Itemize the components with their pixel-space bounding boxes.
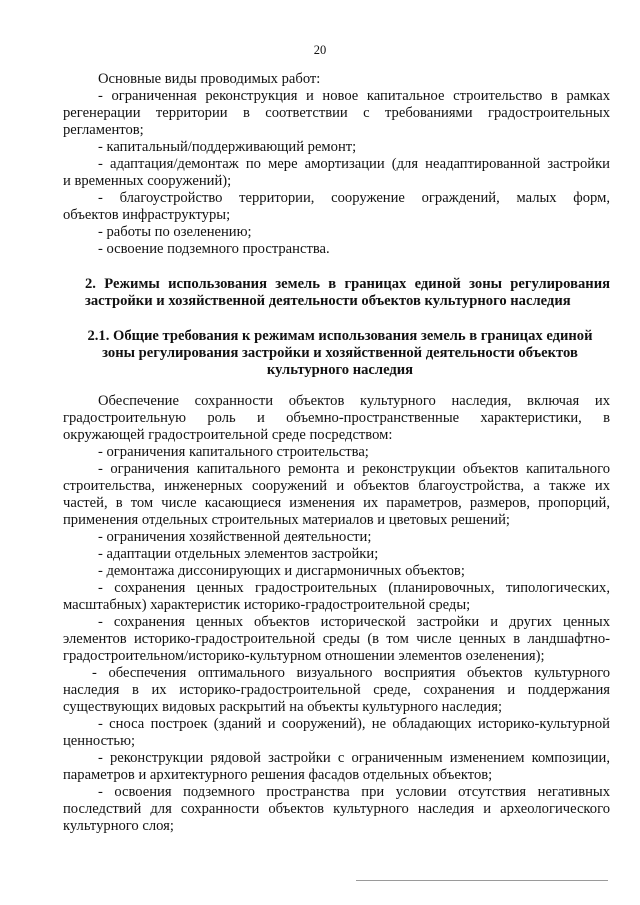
bottom-divider <box>356 880 608 881</box>
list-item: - обеспечения оптимального визуального восприятия объектов культурного <box>92 665 610 681</box>
list-item: - капитальный/поддерживающий ремонт; <box>98 139 357 155</box>
list-item-continuation: последствий для сохранности объектов культурного наследия и археологического <box>63 801 610 817</box>
list-item: - демонтажа диссонирующих и дисгармоничных объектов; <box>98 563 465 579</box>
list-item-continuation: частей, в том числе касающиеся изменения их параметров, размеров, пропорций, <box>63 495 610 511</box>
list-item: - благоустройство территории, сооружение ограждений, малых форм, <box>98 190 610 206</box>
list-item: - сноса построек (зданий и сооружений), не обладающих историко-культурной <box>98 716 610 732</box>
list-item-continuation: регенерации территории в соответствии с требованиями градостроительных <box>63 105 610 121</box>
list-item-continuation: объектов инфраструктуры; <box>63 207 231 223</box>
list-item: - освоение подземного пространства. <box>98 241 330 257</box>
list-item-continuation: и временных сооружений); <box>63 173 232 189</box>
list-title: Основные виды проводимых работ: <box>98 71 321 87</box>
list-item-continuation: существующих видовых раскрытий на объекты культурного наследия; <box>63 699 503 715</box>
list-item-continuation: культурного слоя; <box>63 818 174 834</box>
list-item-continuation: элементов историко-градостроительной среды (в том числе ценных в ландшафтно- <box>63 631 610 647</box>
list-item: - адаптация/демонтаж по мере амортизации (для неадаптированной застройки <box>98 156 610 172</box>
list-item: - ограничения капитального ремонта и реконструкции объектов капитального <box>98 461 610 477</box>
list-item-continuation: строительства, инженерных сооружений и объектов благоустройства, а также их <box>63 478 610 494</box>
paragraph-lead-continuation: окружающей градостроительной среде посредством: <box>63 427 393 443</box>
list-item: - адаптации отдельных элементов застройки; <box>98 546 379 562</box>
list-item-continuation: ценностью; <box>63 733 136 749</box>
list-item-continuation: градостроительном/историко-культурном отношении элементов озеленения); <box>63 648 545 664</box>
paragraph-lead: Обеспечение сохранности объектов культурного наследия, включая их <box>98 393 610 409</box>
section-heading: 2. Режимы использования земель в границах единой зоны регулирования <box>85 276 610 292</box>
subsection-heading: 2.1. Общие требования к режимам использования земель в границах единой <box>87 328 593 344</box>
list-item: - освоения подземного пространства при условии отсутствия негативных <box>98 784 610 800</box>
section-heading-continuation: застройки и хозяйственной деятельности объектов культурного наследия <box>85 293 571 309</box>
list-item: - сохранения ценных градостроительных (планировочных, типологических, <box>98 580 610 596</box>
list-item: - сохранения ценных объектов исторической застройки и других ценных <box>98 614 610 630</box>
list-item: - реконструкции рядовой застройки с ограниченным изменением композиции, <box>98 750 610 766</box>
list-item: - работы по озеленению; <box>98 224 252 240</box>
subsection-heading-continuation: культурного наследия <box>266 362 414 378</box>
page-number: 20 <box>313 43 327 57</box>
list-item: - ограниченная реконструкция и новое капитальное строительство в рамках <box>98 88 610 104</box>
list-item-continuation: применения отдельных строительных материалов и цветовых решений; <box>63 512 510 528</box>
list-item-continuation: регламентов; <box>63 122 144 138</box>
list-item-continuation: параметров и архитектурного решения фасадов отдельных объектов; <box>63 767 493 783</box>
list-item-continuation: наследия в их историко-градостроительной среде, сохранения и поддержания <box>63 682 610 698</box>
paragraph-lead-continuation: градостроительную роль и объемно-пространственные характеристики, в <box>63 410 610 426</box>
subsection-heading-continuation: зоны регулирования застройки и хозяйственной деятельности объектов <box>102 345 578 361</box>
list-item: - ограничения капитального строительства; <box>98 444 369 460</box>
list-item-continuation: масштабных) характеристик историко-градостроительной среды; <box>63 597 471 613</box>
list-item: - ограничения хозяйственной деятельности; <box>98 529 372 545</box>
